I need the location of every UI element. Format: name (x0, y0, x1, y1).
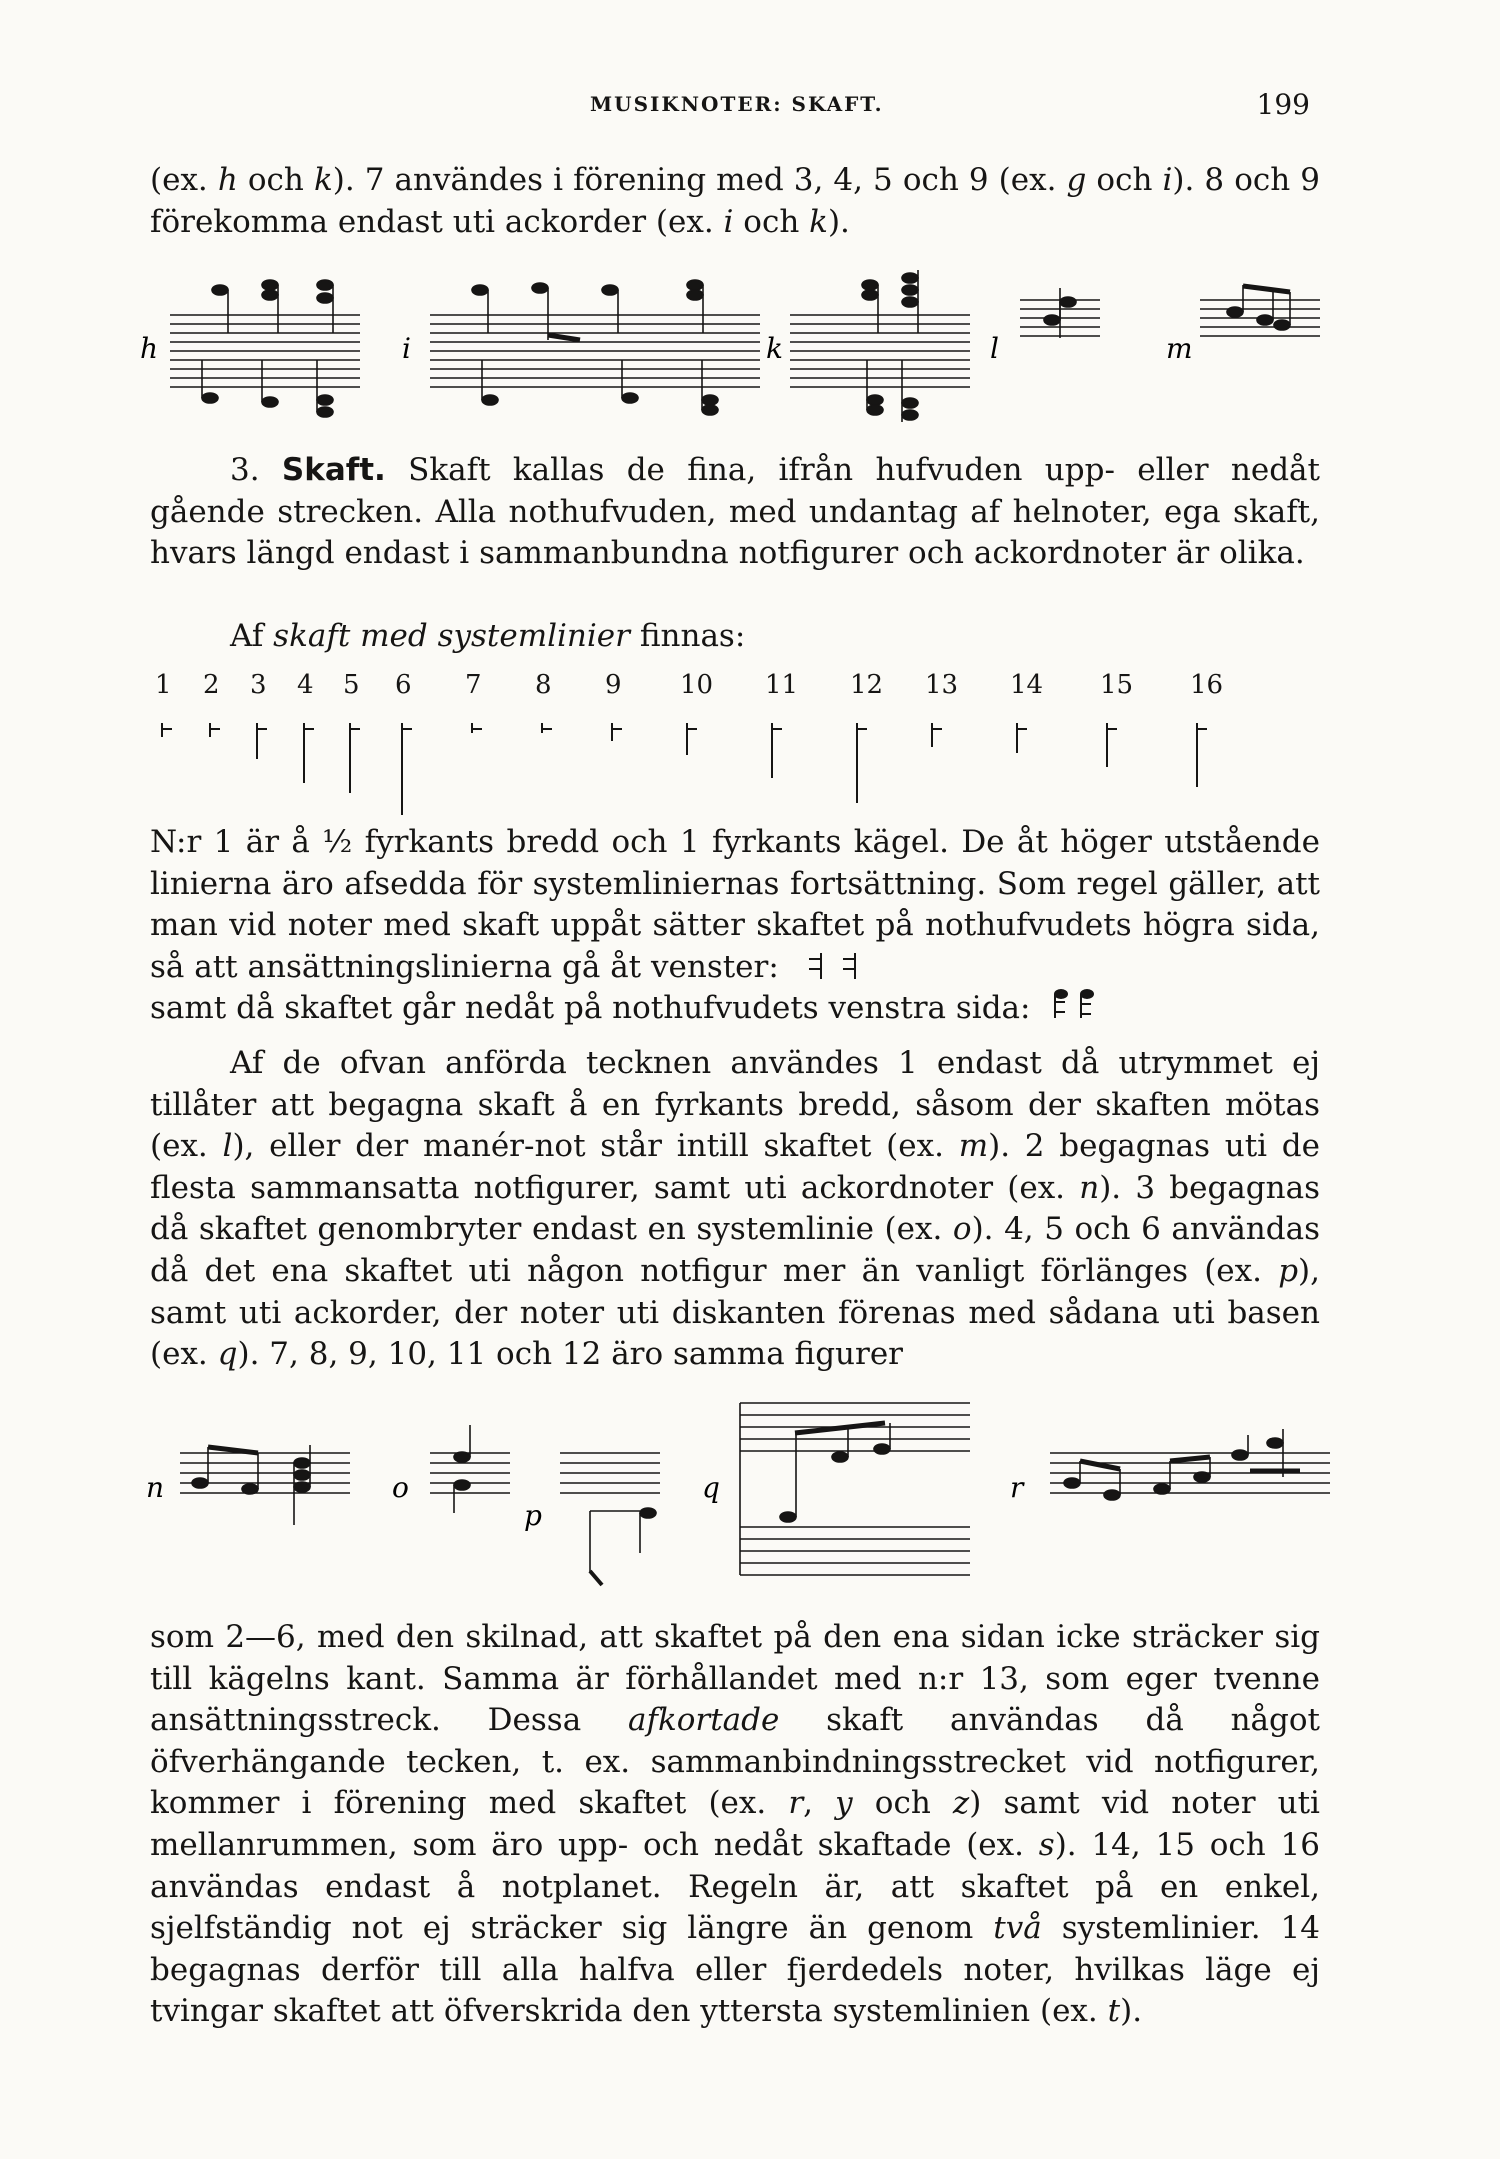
paragraph-6: som 2—6, med den skilnad, att skaftet på den ena sidan icke sträcker sig till kägelns kant. Samma är förhållandet med n:r 13, som eger tvenne ansättningsstreck. Dessa afkortade skaft användas då något öfverhängande tecken, t. ex. sammanbindningsstrecket vid notfigurer, kommer i förening med skaftet (ex. r, y och z) samt vid noter uti mellanrummen, som äro upp- och nedåt skaftade (ex. s). 14, 15 och 16 användas endast å notplanet. Regeln är, att skaftet på en enkel, sjelfständig not ej sträcker sig längre än genom två systemlinier. 14 begagnas derför till alla halfva eller fjerdedels noter, hvilkas läge ej tvingar skaftet att öfverskrida den yttersta systemlinien (ex. t). (150, 1619, 1321, 2030)
page-number: 199 (1256, 88, 1310, 121)
section-heading: Skaft. (281, 452, 386, 488)
stem-number: 13 (925, 670, 959, 700)
example-label-n: n (146, 1471, 165, 1504)
stem-number: 15 (1100, 670, 1134, 700)
paragraph-3: Af skaft med systemlinier finnas: (230, 618, 746, 654)
stem-number: 9 (605, 670, 622, 700)
stem-number: 4 (297, 670, 314, 700)
example-l-staff (1020, 288, 1100, 338)
example-p-staff (560, 1453, 660, 1585)
stem-number: 14 (1010, 670, 1044, 700)
stem-left-symbols (799, 951, 869, 981)
example-label-q: q (702, 1471, 720, 1504)
example-k-staff (790, 270, 970, 422)
running-title: MUSIKNOTER: SKAFT. (590, 92, 884, 116)
example-q-staff (740, 1403, 970, 1575)
stem-number: 16 (1190, 670, 1224, 700)
paragraph-4: N:r 1 är å ½ fyrkants bredd och 1 fyrkants kägel. De åt höger utstående linierna äro afsedda för systemliniernas fortsättning. Som regel gäller, att man vid noter med skaft uppåt sätter skaftet på nothufvudets högra sida, så att ansättningslinierna gå åt venster: samt då skaftet går nedåt på nothufvudets venstra sida: (150, 824, 1320, 1027)
example-n-staff (180, 1445, 350, 1525)
stem-number: 3 (250, 670, 267, 700)
page-header (150, 88, 1320, 132)
paragraph-2: 3. Skaft. Skaft kallas de fina, ifrån hufvuden upp- eller nedåt gående strecken. Alla nothufvuden, med undantag af helnoter, ega skaft, hvars längd endast i sammanbundna notfigurer och ackordnoter är olika. (150, 452, 1320, 572)
stem-number: 11 (765, 670, 799, 700)
music-examples-bottom (140, 1385, 1330, 1610)
stem-right-symbols (1043, 988, 1113, 1022)
example-label-o: o (392, 1471, 409, 1504)
example-h-staff (170, 280, 360, 417)
stem-number: 5 (343, 670, 360, 700)
example-i-staff (430, 280, 760, 415)
example-label-i: i (402, 332, 411, 365)
stem-number: 8 (535, 670, 552, 700)
stem-number: 1 (155, 670, 172, 700)
example-o-staff (430, 1425, 510, 1513)
example-label-h: h (140, 332, 159, 365)
paragraph-1: (ex. h och k). 7 användes i förening med 3, 4, 5 och 9 (ex. g och i). 8 och 9 förekomma endast uti ackorder (ex. i och k). (150, 162, 1320, 240)
example-label-k: k (766, 332, 783, 365)
stem-number: 7 (465, 670, 482, 700)
example-label-l: l (990, 332, 999, 365)
stem-number: 12 (850, 670, 884, 700)
paragraph-5: Af de ofvan anförda tecknen användes 1 endast då utrymmet ej tillåter att begagna skaft å en fyrkants bredd, såsom der skaften mötas (ex. l), eller der manér-not står intill skaftet (ex. m). 2 begagnas uti de flesta sammansatta notfigurer, samt uti ackordnoter (ex. n). 3 begagnas då skaftet genombryter endast en systemlinie (ex. o). 4, 5 och 6 användas då det ena skaftet uti någon notfigur mer än vanligt förlänges (ex. p), samt uti ackorder, der noter uti diskanten förenas med sådana uti basen (ex. q). 7, 8, 9, 10, 11 och 12 äro samma figurer (150, 1045, 1320, 1373)
example-label-m: m (1166, 332, 1193, 365)
stem-number: 10 (680, 670, 714, 700)
stem-table (150, 665, 1330, 815)
music-examples-top (140, 240, 1330, 430)
stem-number: 6 (395, 670, 412, 700)
stem-number: 2 (203, 670, 220, 700)
example-m-staff (1200, 285, 1320, 336)
example-r-staff (1050, 1429, 1330, 1500)
example-label-p: p (524, 1499, 542, 1532)
example-label-r: r (1010, 1471, 1024, 1504)
